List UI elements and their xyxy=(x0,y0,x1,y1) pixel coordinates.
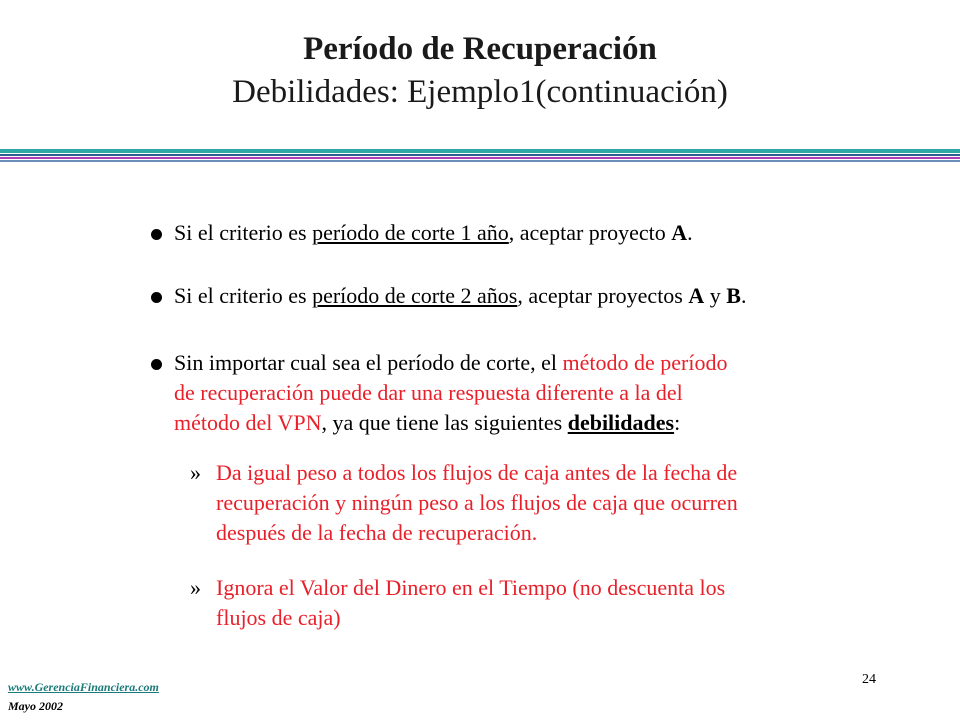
sub-bullet-2-text xyxy=(216,573,725,633)
bullet-dot-icon xyxy=(151,359,162,370)
bullet-2-post: , aceptar proyectos xyxy=(517,283,689,308)
divider-teal xyxy=(0,149,960,153)
bullet-dot-icon xyxy=(151,229,162,240)
bullet-2 xyxy=(174,281,746,311)
bullet-1-post: , aceptar proyecto xyxy=(508,220,672,245)
bullet-1 xyxy=(174,218,693,248)
slide-title: Período de Recuperación xyxy=(303,31,657,67)
bullet-1-bold: A xyxy=(671,220,688,245)
bullet-1-end: . xyxy=(687,220,693,245)
bullet-2-underlined: período de corte 2 años xyxy=(312,283,518,308)
sub-bullet-1-line-1: Da igual peso a todos los flujos de caja antes de la fecha de xyxy=(216,460,738,485)
bullet-3-red-1: método de período xyxy=(562,350,728,375)
sub-bullet-1-line-2: recuperación y ningún peso a los flujos de caja que ocurren xyxy=(216,490,738,515)
bullet-2-mid: y xyxy=(704,283,727,308)
sub-bullet-2-line-1: Ignora el Valor del Dinero en el Tiempo (no descuenta los xyxy=(216,575,726,600)
chevron-right-icon: » xyxy=(190,460,201,485)
footer-date: Mayo 2002 xyxy=(8,699,63,713)
slide-subtitle: Debilidades: Ejemplo1(continuación) xyxy=(232,74,728,110)
bullet-2-end: . xyxy=(740,283,747,308)
bullet-3-line-1 xyxy=(174,348,728,378)
bullet-3 xyxy=(174,348,728,438)
bullet-2-bold-b: B xyxy=(726,283,741,308)
bullet-2-bold-a: A xyxy=(688,283,705,308)
sub-bullet-2-line-2: flujos de caja) xyxy=(216,605,341,630)
divider-navy xyxy=(0,154,960,156)
bullet-3-red-3: método del VPN xyxy=(174,410,322,435)
sub-bullet-1-text xyxy=(216,458,738,548)
bullet-3-end: : xyxy=(674,410,681,435)
bullet-3-red-2: de recuperación puede dar una respuesta diferente a la del xyxy=(174,380,683,405)
divider-magenta xyxy=(0,157,960,159)
bullet-2-pre: Si el criterio es xyxy=(174,283,313,308)
bullet-dot-icon xyxy=(151,292,162,303)
bullet-3-bold-underlined: debilidades xyxy=(567,410,675,435)
bullet-3-pre: Sin importar cual sea el período de corte, el xyxy=(174,350,563,375)
title-block xyxy=(0,28,960,114)
bullet-1-underlined: período de corte 1 año xyxy=(312,220,509,245)
page-number: 24 xyxy=(862,672,876,687)
bullet-1-pre: Si el criterio es xyxy=(174,220,313,245)
bullet-3-line-3 xyxy=(174,408,728,438)
bullet-3-post: , ya que tiene las siguientes xyxy=(321,410,568,435)
chevron-right-icon: » xyxy=(190,575,201,600)
website-link[interactable]: www.GerenciaFinanciera.com xyxy=(8,680,159,694)
sub-bullet-1-line-3: después de la fecha de recuperación. xyxy=(216,520,538,545)
divider-blue xyxy=(0,160,960,162)
